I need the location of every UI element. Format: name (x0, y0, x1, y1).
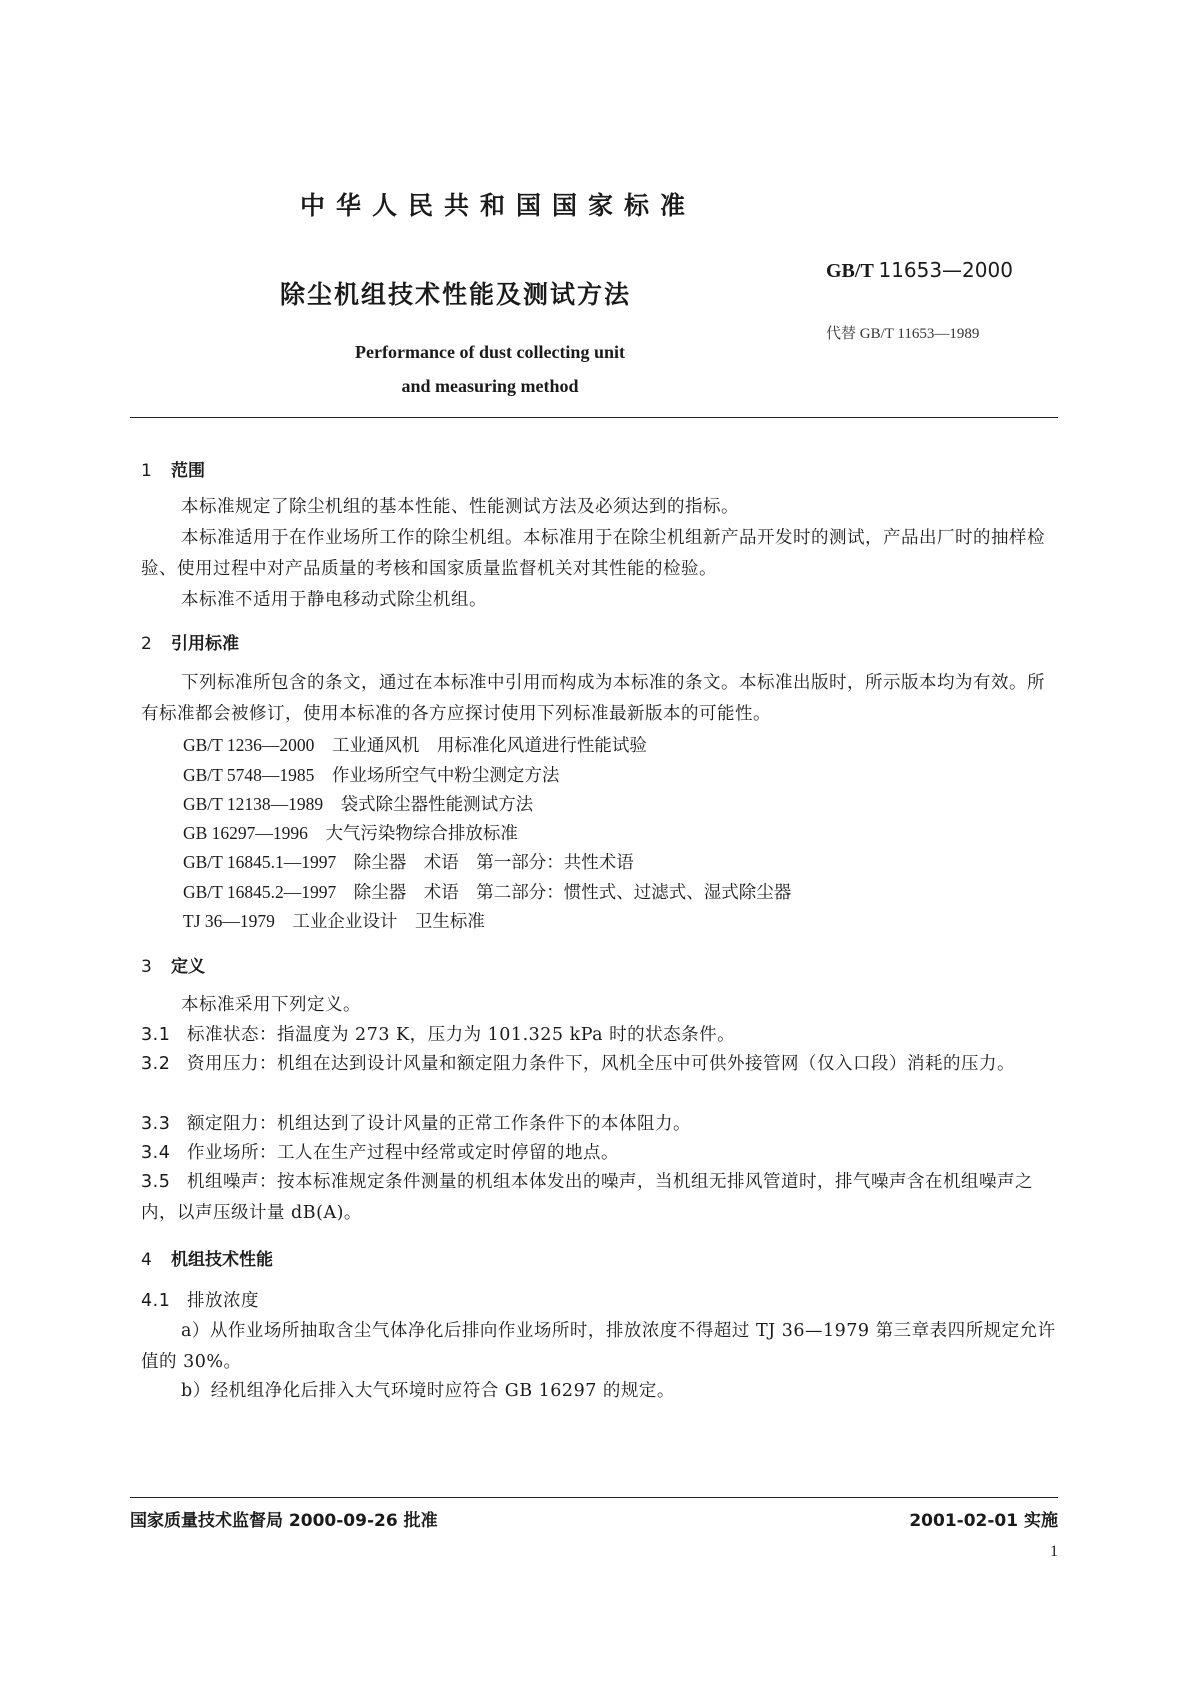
clause-number: 3.5 (141, 1172, 171, 1192)
reference-title: 工业企业设计 卫生标准 (292, 912, 485, 932)
clause-text: 资用压力：机组在达到设计风量和额定阻力条件下，风机全压中可供外接管网（仅入口段）消耗的压力。 (187, 1054, 1015, 1074)
clause-number: 3.1 (141, 1025, 171, 1045)
clause-text: 额定阻力：机组达到了设计风量的正常工作条件下的本体阻力。 (187, 1114, 691, 1134)
page-number: 1 (1050, 1543, 1058, 1560)
standard-number-prefix: GB/T (826, 260, 874, 282)
s1-paragraph-1: 本标准规定了除尘机组的基本性能、性能测试方法及必须达到的指标。 (181, 497, 739, 517)
clause-number: 3.2 (141, 1054, 171, 1074)
reference-item (183, 732, 647, 757)
clause-text: 标准状态：指温度为 273 K，压力为 101.325 kPa 时的状态条件。 (187, 1025, 736, 1045)
standard-number (826, 258, 1013, 283)
footer-divider (130, 1497, 1058, 1498)
section-1-title: 范围 (171, 461, 205, 481)
title-english-line1: Performance of dust collecting unit (355, 342, 625, 362)
section-2-heading (141, 629, 239, 654)
reference-title: 作业场所空气中粉尘测定方法 (331, 766, 560, 786)
clause-title: 排放浓度 (187, 1291, 259, 1311)
clause-3-5 (141, 1167, 1058, 1229)
section-2-title: 引用标准 (171, 634, 239, 654)
reference-item (183, 791, 533, 816)
clause-number: 3.3 (141, 1114, 171, 1134)
approval-note: 国家质量技术监督局 2000-09-26 批准 (130, 1511, 438, 1531)
reference-item (183, 849, 634, 874)
header-divider (130, 417, 1058, 418)
reference-code: GB/T 5748—1985 (183, 765, 315, 785)
clause-3-4 (141, 1138, 1058, 1169)
reference-item (183, 820, 518, 845)
reference-item (183, 879, 791, 904)
reference-item (183, 908, 485, 933)
s1-paragraph-3: 本标准不适用于静电移动式除尘机组。 (181, 590, 487, 610)
section-4-title: 机组技术性能 (171, 1250, 273, 1270)
reference-title: 大气污染物综合排放标准 (325, 824, 518, 844)
section-3-heading (141, 952, 205, 977)
section-3-number: 3 (141, 957, 152, 977)
title-chinese: 除尘机组技术性能及测试方法 (280, 280, 632, 309)
title-english-line2: and measuring method (401, 376, 579, 396)
section-1-number: 1 (141, 461, 152, 481)
section-1-heading (141, 456, 205, 481)
reference-code: GB/T 12138—1989 (183, 794, 324, 814)
reference-code: GB/T 16845.1—1997 (183, 852, 337, 872)
section-4-heading (141, 1245, 273, 1270)
clause-number: 4.1 (141, 1291, 171, 1311)
s3-intro: 本标准采用下列定义。 (181, 995, 361, 1015)
item-b: b）经机组净化后排入大气环境时应符合 GB 16297 的规定。 (181, 1381, 675, 1401)
section-4-number: 4 (141, 1250, 152, 1270)
effective-date: 2001-02-01 实施 (909, 1511, 1058, 1531)
reference-title: 袋式除尘器性能测试方法 (340, 795, 534, 815)
clause-text: 机组噪声：按本标准规定条件测量的机组本体发出的噪声，当机组无排风管道时，排气噪声含在机组噪声之内，以声压级计量 dB(A)。 (141, 1172, 1033, 1223)
clause-3-3 (141, 1109, 1058, 1140)
reference-code: GB/T 16845.2—1997 (183, 882, 337, 902)
standard-number-value: 11653—2000 (878, 258, 1013, 282)
reference-title: 工业通风机 用标准化风道进行性能试验 (331, 736, 647, 756)
item-a: a）从作业场所抽取含尘气体净化后排向作业场所时，排放浓度不得超过 TJ 36—1979 第三章表四所规定允许值的 30%。 (141, 1321, 1056, 1372)
title-english (300, 335, 680, 403)
s2-intro: 下列标准所包含的条文，通过在本标准中引用而构成为本标准的条文。本标准出版时，所示版本均为有效。所有标准都会被修订，使用本标准的各方应探讨使用下列标准最新版本的可能性。 (141, 673, 1045, 724)
clause-number: 3.4 (141, 1143, 171, 1163)
reference-code: TJ 36—1979 (183, 911, 275, 931)
clause-3-1 (141, 1020, 1058, 1051)
section-2-number: 2 (141, 634, 152, 654)
national-standard-header: 中华人民共和国国家标准 (300, 191, 697, 220)
reference-title: 除尘器 术语 第一部分：共性术语 (353, 853, 634, 873)
section-3-title: 定义 (171, 957, 205, 977)
reference-item (183, 762, 559, 787)
s1-paragraph-2: 本标准适用于在作业场所工作的除尘机组。本标准用于在除尘机组新产品开发时的测试，产品出厂时的抽样检验、使用过程中对产品质量的考核和国家质量监督机关对其性能的检验。 (141, 528, 1045, 579)
reference-title: 除尘器 术语 第二部分：惯性式、过滤式、湿式除尘器 (353, 883, 792, 903)
clause-text: 作业场所：工人在生产过程中经常或定时停留的地点。 (187, 1143, 619, 1163)
clause-4-1 (141, 1286, 1058, 1317)
replaces-note: 代替 GB/T 11653—1989 (826, 326, 980, 342)
reference-code: GB 16297—1996 (183, 823, 308, 843)
clause-3-2 (141, 1049, 1058, 1080)
reference-code: GB/T 1236—2000 (183, 735, 315, 755)
